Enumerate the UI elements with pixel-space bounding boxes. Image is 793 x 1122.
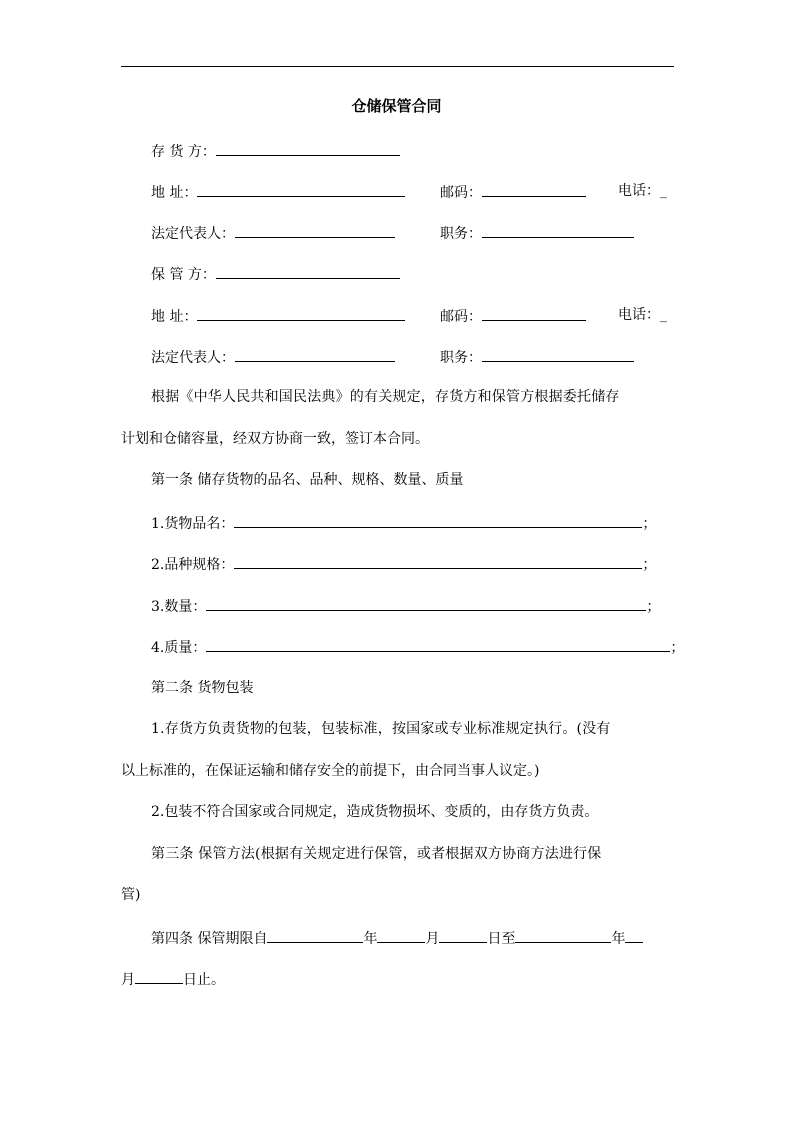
preamble-line-2: 计划和仓储容量，经双方协商一致，签订本合同。 xyxy=(121,431,429,447)
custodian-rep-row xyxy=(151,346,395,368)
custodian-postcode-row xyxy=(440,305,586,327)
article-3-line-1: 第三条 保管方法(根据有关规定进行保管，或者根据双方协商方法进行保 xyxy=(151,846,602,862)
preamble-line-1: 根据《中华人民共和国民法典》的有关规定，存货方和保管方根据委托储存 xyxy=(151,389,620,405)
goods-spec-end: ； xyxy=(642,557,657,573)
depositor-address-field[interactable] xyxy=(197,181,405,197)
article-4-prefix: 第四条 保管期限自 xyxy=(151,931,268,947)
goods-spec-field[interactable] xyxy=(234,553,642,569)
start-year-label: 年 xyxy=(363,931,378,947)
depositor-postcode-field[interactable] xyxy=(482,181,586,197)
goods-quality-field[interactable] xyxy=(206,636,670,652)
depositor-phone-row xyxy=(618,181,667,201)
depositor-rep-row xyxy=(151,222,395,244)
custodian-party-row xyxy=(151,263,400,285)
custodian-rep-label: 法定代表人： xyxy=(151,350,235,366)
custodian-position-field[interactable] xyxy=(482,346,634,362)
document-title: 仓储保管合同 xyxy=(351,97,442,115)
depositor-rep-field[interactable] xyxy=(235,222,395,238)
article-2-p1-line-1: 1.存货方负责货物的包装，包装标准，按国家或专业标准规定执行。(没有 xyxy=(151,721,611,737)
goods-spec-label: 2.品种规格： xyxy=(151,557,235,573)
start-day-to-label: 日至 xyxy=(487,931,516,947)
custodian-address-label: 地 址： xyxy=(151,309,198,325)
header-rule xyxy=(121,66,674,67)
start-day-field[interactable] xyxy=(439,927,487,943)
custodian-rep-field[interactable] xyxy=(235,346,395,362)
custodian-phone-label: 电话： xyxy=(618,307,660,323)
custodian-address-row xyxy=(151,305,405,327)
article-4-end: 日止。 xyxy=(183,972,225,988)
custodian-name-field[interactable] xyxy=(216,263,400,279)
end-month-label: 月 xyxy=(121,972,135,988)
depositor-address-row xyxy=(151,181,405,203)
start-year-field[interactable] xyxy=(267,927,363,943)
depositor-postcode-row xyxy=(440,181,586,203)
goods-spec-row xyxy=(151,553,656,575)
custodian-label: 保 管 方： xyxy=(151,267,216,283)
goods-quality-row xyxy=(151,636,684,658)
depositor-postcode-label: 邮码： xyxy=(440,185,482,201)
goods-name-label: 1.货物品名： xyxy=(151,516,235,532)
goods-quantity-row xyxy=(151,595,660,617)
depositor-phone-field[interactable]: _ xyxy=(660,183,667,199)
end-month-field-start[interactable] xyxy=(625,927,643,943)
custodian-position-label: 职务： xyxy=(440,350,482,366)
depositor-rep-label: 法定代表人： xyxy=(151,226,235,242)
custodian-postcode-label: 邮码： xyxy=(440,309,482,325)
custodian-phone-field[interactable]: _ xyxy=(660,307,667,323)
depositor-name-field[interactable] xyxy=(216,140,400,156)
depositor-position-row xyxy=(440,222,634,244)
custodian-address-field[interactable] xyxy=(197,305,405,321)
goods-quantity-field[interactable] xyxy=(206,595,646,611)
article-3-line-2: 管) xyxy=(121,887,141,903)
article-4-row-2 xyxy=(121,968,225,990)
goods-name-row xyxy=(151,512,656,534)
goods-quantity-end: ； xyxy=(646,599,661,615)
depositor-party-row xyxy=(151,140,400,162)
goods-quantity-label: 3.数量： xyxy=(151,599,207,615)
depositor-position-label: 职务： xyxy=(440,226,482,242)
depositor-phone-label: 电话： xyxy=(618,183,660,199)
custodian-position-row xyxy=(440,346,634,368)
goods-quality-label: 4.质量： xyxy=(151,640,207,656)
goods-quality-end: ； xyxy=(670,640,685,656)
article-2-p1-line-2: 以上标准的，在保证运输和储存安全的前提下，由合同当事人议定。) xyxy=(121,763,540,779)
goods-name-field[interactable] xyxy=(234,512,642,528)
article-2-heading: 第二条 货物包装 xyxy=(151,680,254,696)
article-1-heading: 第一条 储存货物的品名、品种、规格、数量、质量 xyxy=(151,472,464,488)
start-month-label: 月 xyxy=(425,931,440,947)
article-2-p2: 2.包装不符合国家或合同规定，造成货物损坏、变质的，由存货方负责。 xyxy=(151,804,599,820)
start-month-field[interactable] xyxy=(377,927,425,943)
end-year-field[interactable] xyxy=(515,927,611,943)
depositor-position-field[interactable] xyxy=(482,222,634,238)
article-4-row-1 xyxy=(151,927,643,949)
depositor-address-label: 地 址： xyxy=(151,185,198,201)
depositor-label: 存 货 方： xyxy=(151,144,216,160)
goods-name-end: ； xyxy=(642,516,657,532)
custodian-postcode-field[interactable] xyxy=(482,305,586,321)
end-day-field[interactable] xyxy=(135,968,183,984)
custodian-phone-row xyxy=(618,305,667,325)
end-year-label: 年 xyxy=(611,931,626,947)
